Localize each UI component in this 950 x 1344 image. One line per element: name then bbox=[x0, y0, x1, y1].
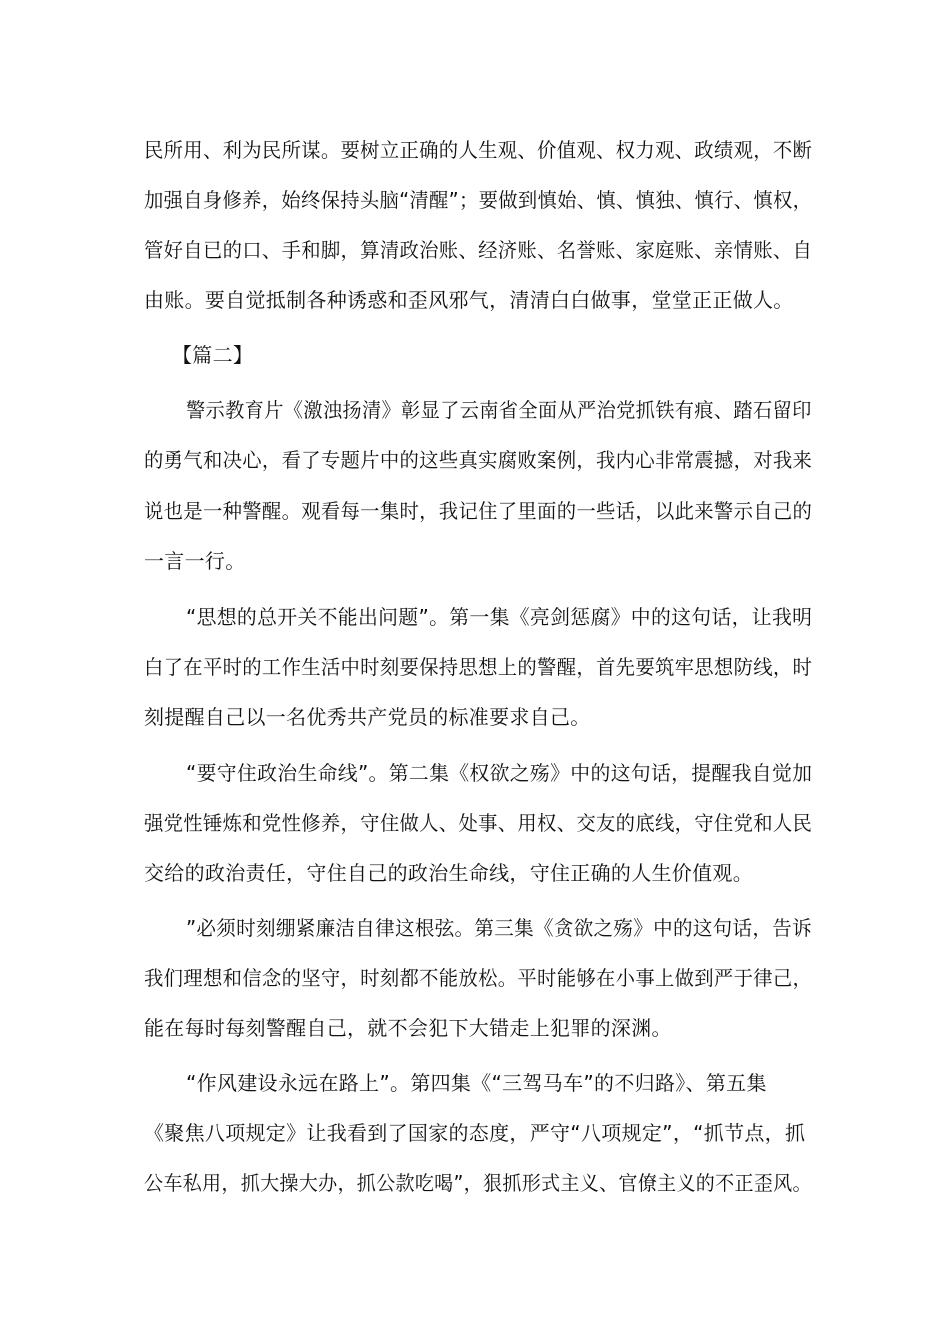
text-line: 我们理想和信念的坚守，时刻都不能放松。平时能够在小事上做到严于律己， bbox=[144, 966, 813, 990]
text-line: 的勇气和决心，看了专题片中的这些真实腐败案例，我内心非常震撼，对我来 bbox=[144, 448, 813, 472]
text-line: ”必须时刻绷紧廉洁自律这根弦。第三集《贪欲之殇》中的这句话，告诉 bbox=[186, 916, 812, 940]
text-line: “思想的总开关不能出问题”。第一集《亮剑惩腐》中的这句话，让我明 bbox=[186, 605, 813, 629]
text-line: 强党性锤炼和党性修养，守住做人、处事、用权、交友的底线，守住党和人民 bbox=[144, 811, 813, 835]
text-line: 说也是一种警醒。观看每一集时，我记住了里面的一些话，以此来警示自己的 bbox=[144, 499, 813, 523]
text-line: 由账。要自觉抵制各种诱惑和歪风邪气，清清白白做事，堂堂正正做人。 bbox=[144, 288, 794, 312]
text-line: 一言一行。 bbox=[144, 549, 246, 573]
section-heading: 【篇二】 bbox=[172, 343, 254, 367]
text-line: 能在每时每刻警醒自己，就不会犯下大错走上犯罪的深渊。 bbox=[144, 1016, 672, 1040]
text-line: 白了在平时的工作生活中时刻要保持思想上的警醒，首先要筑牢思想防线，时 bbox=[144, 655, 813, 679]
text-line: “要守住政治生命线”。第二集《权欲之殇》中的这句话，提醒我自觉加 bbox=[186, 761, 813, 785]
text-line: 公车私用，抓大操大办，抓公款吃喝”，狠抓形式主义、官僚主义的不正歪风。 bbox=[144, 1171, 812, 1195]
text-line: “作风建设永远在路上”。第四集《“三驾马车”的不归路》、第五集 bbox=[186, 1071, 767, 1095]
text-line: 警示教育片《激浊扬清》彰显了云南省全面从严治党抓铁有痕、踏石留印 bbox=[186, 398, 812, 422]
text-line: 民所用、利为民所谋。要树立正确的人生观、价值观、权力观、政绩观，不断 bbox=[144, 138, 813, 162]
text-line: 加强自身修养，始终保持头脑“清醒”；要做到慎始、慎、慎独、慎行、慎权， bbox=[144, 188, 813, 212]
text-line: 交给的政治责任，守住自己的政治生命线，守住正确的人生价值观。 bbox=[144, 861, 753, 885]
text-line: 刻提醒自己以一名优秀共产党员的标准要求自己。 bbox=[144, 705, 591, 729]
text-line: 《聚焦八项规定》让我看到了国家的态度，严守“八项规定”，“抓节点，抓 bbox=[144, 1121, 806, 1145]
text-line: 管好自已的口、手和脚，算清政治账、经济账、名誉账、家庭账、亲情账、自 bbox=[144, 238, 813, 262]
